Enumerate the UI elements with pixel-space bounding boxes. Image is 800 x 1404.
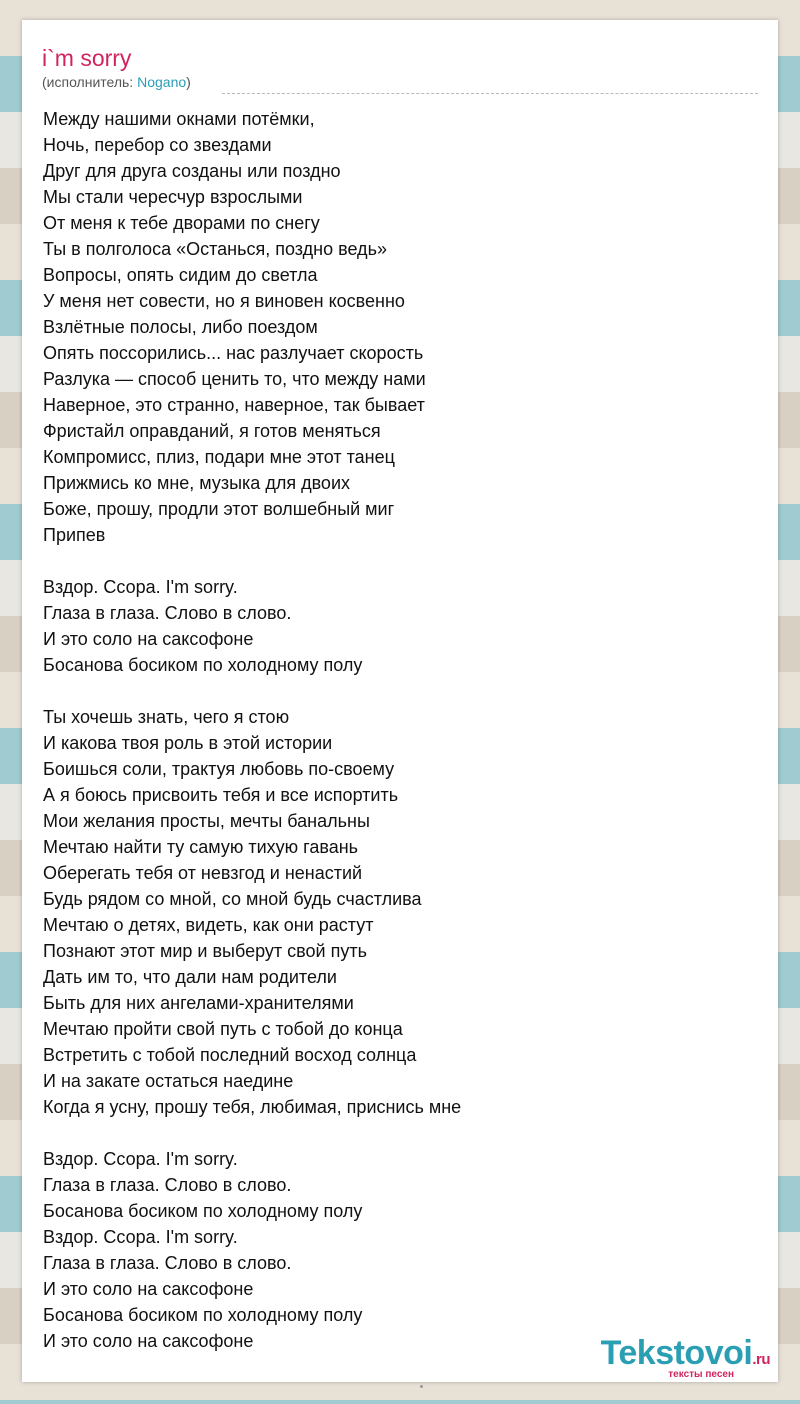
lyrics-line: Мы стали чересчур взрослыми xyxy=(43,187,303,207)
lyrics-line: Компромисс, плиз, подари мне этот танец xyxy=(43,447,395,467)
lyrics-line: Оберегать тебя от невзгод и ненастий xyxy=(43,863,363,883)
lyrics-line: Быть для них ангелами-хранителями xyxy=(43,993,354,1013)
decorative-dot xyxy=(420,1385,423,1388)
artist-prefix: (исполнитель: xyxy=(42,74,138,90)
lyrics-line: Фристайл оправданий, я готов меняться xyxy=(43,421,381,441)
lyrics-line: Ты хочешь знать, чего я стою xyxy=(43,707,290,727)
lyrics-line: Вздор. Ссора. I'm sorry. xyxy=(43,1149,238,1169)
logo-tagline: тексты песен xyxy=(668,1369,734,1380)
lyrics-line: Мечтаю найти ту самую тихую гавань xyxy=(43,837,359,857)
logo-tld: .ru xyxy=(752,1351,770,1368)
lyrics-line: От меня к тебе дворами по снегу xyxy=(43,213,320,233)
lyrics-line: Между нашими окнами потёмки, xyxy=(43,109,315,129)
lyrics-line: Боишься соли, трактуя любовь по-своему xyxy=(43,759,395,779)
lyrics-line: И на закате остаться наедине xyxy=(43,1071,294,1091)
lyrics-blank-line xyxy=(43,548,753,574)
lyrics-card xyxy=(22,20,778,1382)
lyrics-line: Взлётные полосы, либо поездом xyxy=(43,317,318,337)
lyrics-line: А я боюсь присвоить тебя и все испортить xyxy=(43,785,399,805)
lyrics-line: И это соло на саксофоне xyxy=(43,1279,254,1299)
artist-link[interactable]: Nogano xyxy=(137,74,187,90)
lyrics-line: И это соло на саксофоне xyxy=(43,1331,254,1351)
lyrics-line: Глаза в глаза. Слово в слово. xyxy=(43,1175,292,1195)
lyrics-line: Вопросы, опять сидим до светла xyxy=(43,265,318,285)
lyrics-line: Прижмись ко мне, музыка для двоих xyxy=(43,473,351,493)
lyrics-line: Встретить с тобой последний восход солнца xyxy=(43,1045,417,1065)
lyrics-line: Мои желания просты, мечты банальны xyxy=(43,811,370,831)
lyrics-line: Вздор. Ссора. I'm sorry. xyxy=(43,577,238,597)
lyrics-line: Разлука — способ ценить то, что между нами xyxy=(43,369,426,389)
lyrics-line: Припев xyxy=(43,525,106,545)
lyrics-line: Глаза в глаза. Слово в слово. xyxy=(43,603,292,623)
lyrics-line: Будь рядом со мной, со мной будь счастлива xyxy=(43,889,422,909)
lyrics-line: Познают этот мир и выберут свой путь xyxy=(43,941,367,961)
lyrics-blank-line xyxy=(43,1120,753,1146)
lyrics-line: Мечтаю пройти свой путь с тобой до конца xyxy=(43,1019,403,1039)
lyrics-blank-line xyxy=(43,678,753,704)
lyrics-line: Дать им то, что дали нам родители xyxy=(43,967,337,987)
lyrics-text xyxy=(43,106,753,1354)
lyrics-line: Босанова босиком по холодному полу xyxy=(43,655,363,675)
site-logo[interactable] xyxy=(601,1335,770,1378)
song-title: i`m sorry xyxy=(42,45,132,71)
lyrics-line: И какова твоя роль в этой истории xyxy=(43,733,333,753)
lyrics-line: Вздор. Ссора. I'm sorry. xyxy=(43,1227,238,1247)
lyrics-line: Когда я усну, прошу тебя, любимая, приснись мне xyxy=(43,1097,462,1117)
lyrics-line: Опять поссорились... нас разлучает скорость xyxy=(43,343,424,363)
artist-line xyxy=(42,73,191,91)
lyrics-line: И это соло на саксофоне xyxy=(43,629,254,649)
artist-suffix: ) xyxy=(186,74,191,90)
lyrics-line: Друг для друга созданы или поздно xyxy=(43,161,341,181)
lyrics-line: Ты в полголоса «Останься, поздно ведь» xyxy=(43,239,387,259)
lyrics-line: Мечтаю о детях, видеть, как они растут xyxy=(43,915,374,935)
lyrics-line: Боже, прошу, продли этот волшебный миг xyxy=(43,499,395,519)
lyrics-line: Наверное, это странно, наверное, так бывает xyxy=(43,395,425,415)
title-divider xyxy=(222,93,758,94)
lyrics-line: Босанова босиком по холодному полу xyxy=(43,1201,363,1221)
lyrics-line: Глаза в глаза. Слово в слово. xyxy=(43,1253,292,1273)
lyrics-line: Босанова босиком по холодному полу xyxy=(43,1305,363,1325)
logo-name: Tekstovoi xyxy=(600,1334,753,1372)
lyrics-line: У меня нет совести, но я виновен косвенно xyxy=(43,291,405,311)
lyrics-line: Ночь, перебор со звездами xyxy=(43,135,272,155)
